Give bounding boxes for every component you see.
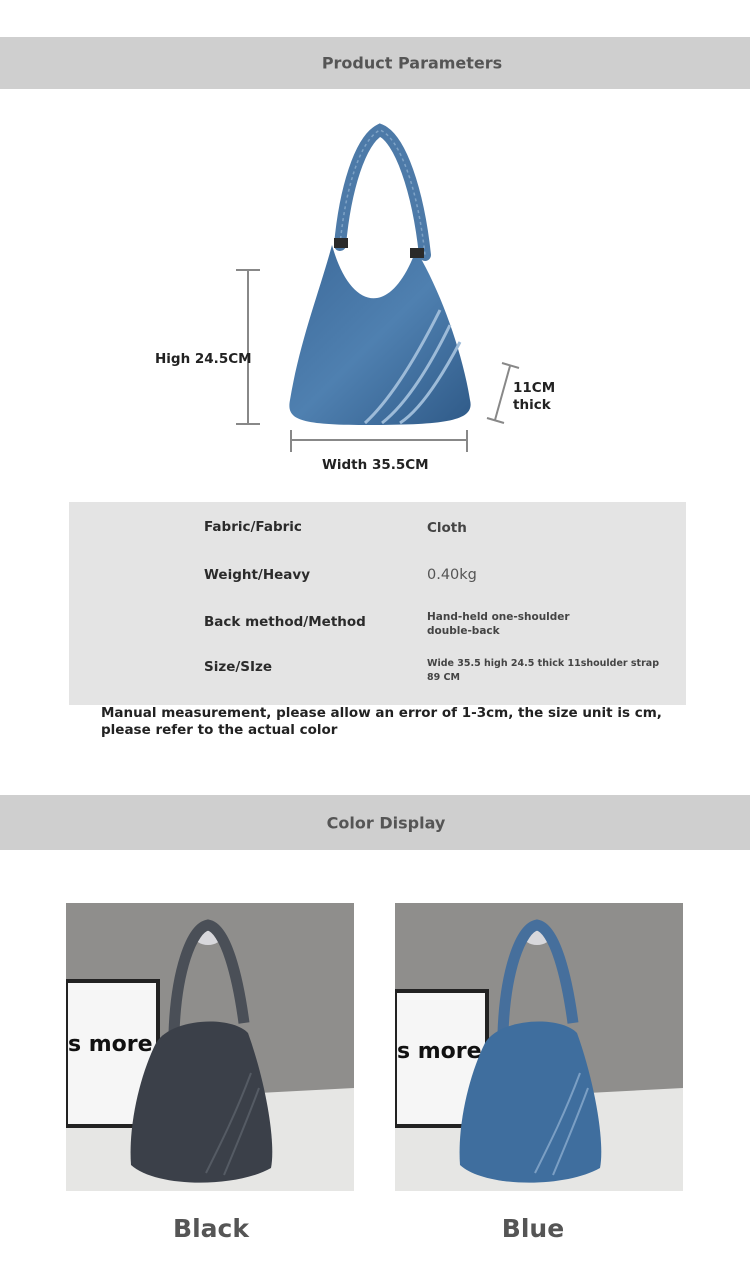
spec-label-fabric: Fabric/Fabric [204,519,302,535]
spec-value-size: Wide 35.5 high 24.5 thick 11shoulder strap 89 CM [427,658,659,683]
section-title: Product Parameters [321,53,503,73]
spec-label-method: Back method/Method [204,614,366,630]
blue-bag-photo [395,903,683,1191]
width-dimension: Width 35.5CM [322,457,429,473]
color-display-header [0,795,750,850]
section-title: Color Display [326,813,446,832]
measurement-note: Manual measurement, please allow an error of 1-3cm, the size unit is cm, please refer to the actual color [101,705,662,738]
thickness-dimension [513,380,555,414]
black-bag-photo [66,903,354,1191]
spec-table [69,502,686,705]
color-label-blue: Blue [501,1214,565,1243]
sign-text: s more [68,1032,153,1057]
color-label-black: Black [173,1214,249,1243]
product-bag-image [240,120,500,430]
spec-value-weight: 0.40kg [427,567,477,583]
thickness-value: 11CM [513,380,556,396]
spec-value-method: Hand-held one-shoulder double-back [427,611,570,637]
spec-label-weight: Weight/Heavy [204,567,311,583]
spec-label-size: Size/SIze [204,659,273,675]
spec-value-fabric: Cloth [427,520,467,536]
height-dimension: High 24.5CM [155,351,252,367]
thickness-word: thick [513,397,551,413]
sign-text: s more [397,1039,482,1064]
